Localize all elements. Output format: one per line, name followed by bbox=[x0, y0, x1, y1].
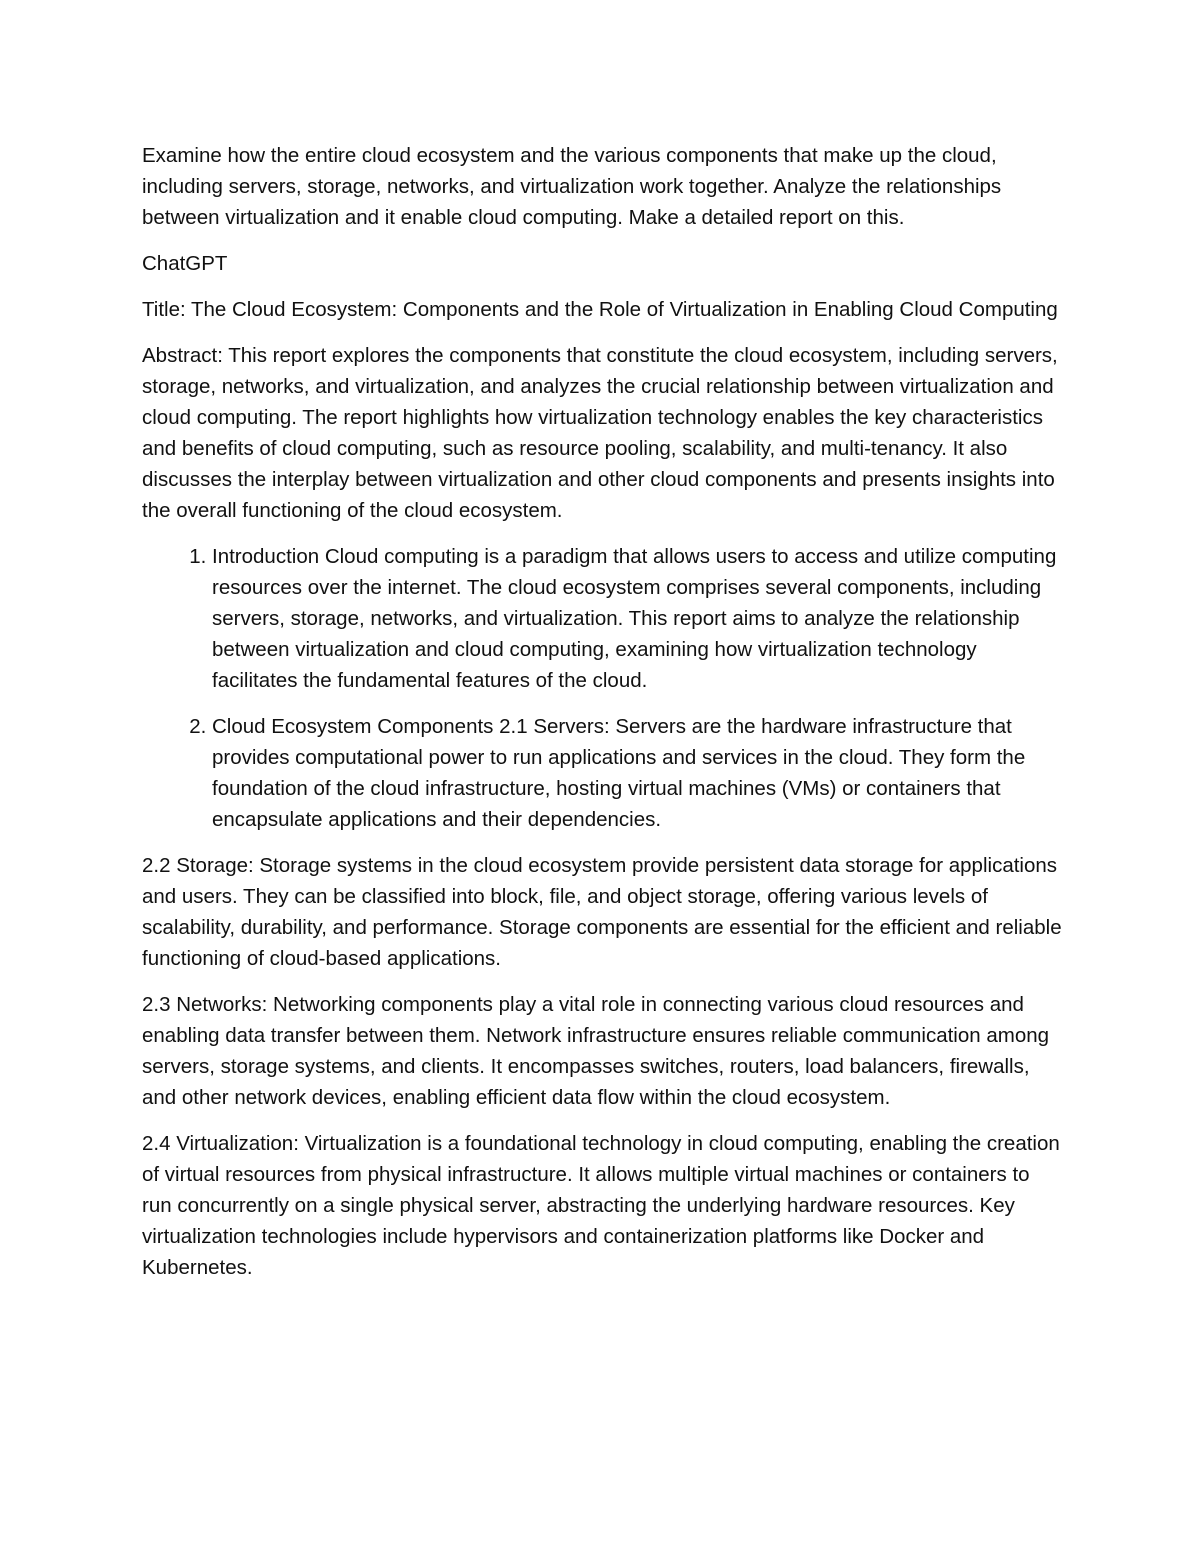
list-item-components: 2. Cloud Ecosystem Components 2.1 Servers: Servers are the hardware infrastructure that provides computational power to run applications and services in the cloud. They form the foundation of the cloud infrastructure, hosting virtual machines (VMs) or containers that encapsulate applications and their dependencies. bbox=[212, 711, 1062, 835]
virtualization-paragraph: 2.4 Virtualization: Virtualization is a foundational technology in cloud computing, enabling the creation of virtual resources from physical infrastructure. It allows multiple virtual machines or containers to run concurrently on a single physical server, abstracting the underlying hardware resources. Key virtualization technologies include hypervisors and containerization platforms like Docker and Kubernetes. bbox=[142, 1132, 1060, 1279]
abstract-paragraph: Abstract: This report explores the components that constitute the cloud ecosystem, including servers, storage, networks, and virtualization, and analyzes the crucial relationship between virtualization and cloud computing. The report highlights how virtualization technology enables the key characteristics and benefits of cloud computing, such as resource pooling, scalability, and multi-tenancy. It also discusses the interplay between virtualization and other cloud components and presents insights into the overall functioning of the cloud ecosystem. bbox=[142, 344, 1058, 522]
report-title: Title: The Cloud Ecosystem: Components and the Role of Virtualization in Enabling Cloud Computing bbox=[142, 298, 1058, 321]
prompt-paragraph: Examine how the entire cloud ecosystem and the various components that make up the cloud, including servers, storage, networks, and virtualization work together. Analyze the relationships between virtualization and it enable cloud computing. Make a detailed report on this. bbox=[142, 144, 1002, 229]
document-page bbox=[142, 140, 1062, 1298]
speaker-label: ChatGPT bbox=[142, 252, 228, 275]
storage-paragraph: 2.2 Storage: Storage systems in the cloud ecosystem provide persistent data storage for applications and users. They can be classified into block, file, and object storage, offering various levels of scalability, durability, and performance. Storage components are essential for the efficient and reliable functioning of cloud-based applications. bbox=[142, 854, 1062, 970]
networks-paragraph: 2.3 Networks: Networking components play a vital role in connecting various cloud resources and enabling data transfer between them. Network infrastructure ensures reliable communication among servers, storage systems, and clients. It encompasses switches, routers, load balancers, firewalls, and other network devices, enabling efficient data flow within the cloud ecosystem. bbox=[142, 993, 1050, 1109]
numbered-section-list bbox=[142, 541, 1062, 835]
list-item-introduction: 1. Introduction Cloud computing is a paradigm that allows users to access and utilize computing resources over the internet. The cloud ecosystem comprises several components, including servers, storage, networks, and virtualization. This report aims to analyze the relationship between virtualization and cloud computing, examining how virtualization technology facilitates the fundamental features of the cloud. bbox=[212, 541, 1062, 696]
